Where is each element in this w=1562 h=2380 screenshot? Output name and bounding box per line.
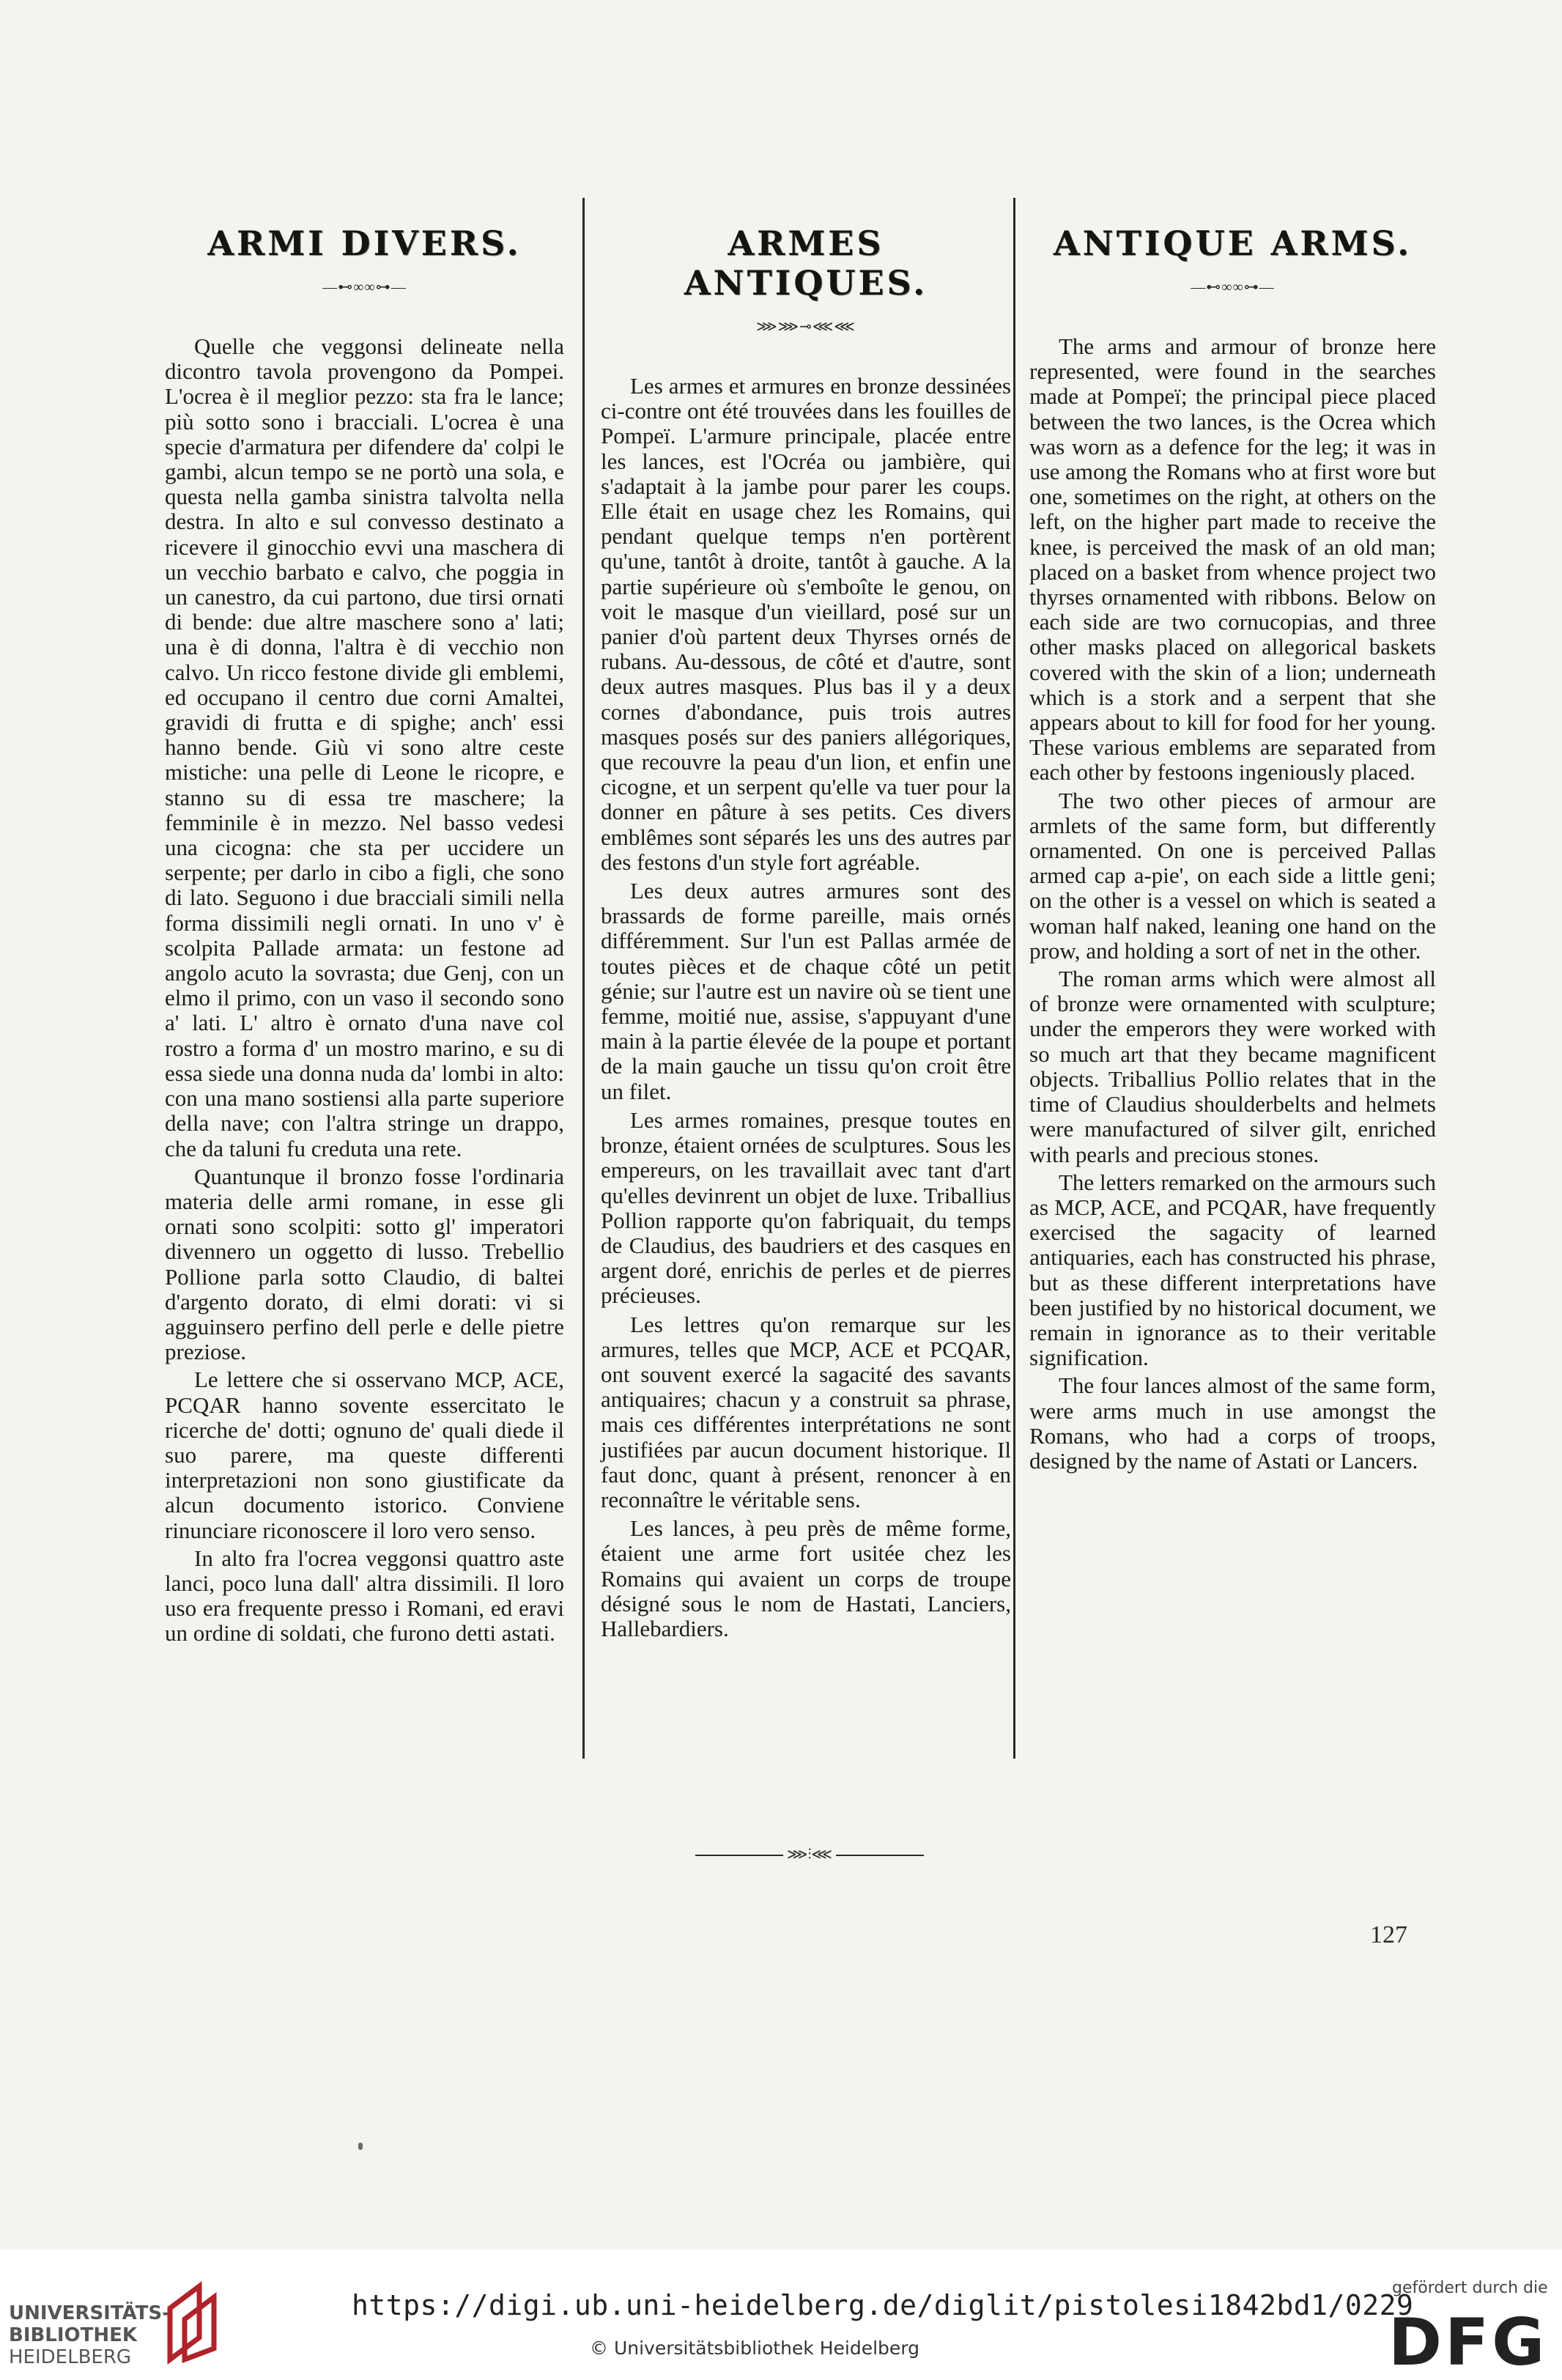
english-paragraph: The arms and armour of bronze here represented, were found in the searches made at Pompeï; the principal piece placed between the two lances, is the Ocrea which was worn as a defence for the leg; it was in use among the Romans who at first wore but one, sometimes on the right, at others on the left, on the higher part made to receive the knee, is perceived the mask of an old man; placed on a basket from whence project two thyrses ornamented with ribbons. Below on each side are two cornucopias, and three other masks placed on allegorical baskets covered with the skin of a lion; underneath which is a stork and a serpent that she appears about to kill for food for her young. These various emblems are separated from each other by festoons ingeniously placed. — [1029, 333, 1436, 786]
italian-paragraph: Quelle che veggonsi delineate nella dicontro tavola provengono da Pompei. L'ocrea è il meglior pezzo: sta fra le lance; più sotto sono i bracciali. L'ocrea è una specie d'armatura per difendere da' colpi le gambi, alcun tempo se ne portò una sola, e questa nella gamba sinistra talvolta nella destra. In alto e sul convesso destinato a ricevere il ginocchio evvi una maschera di un vecchio barbato e calvo, che poggia in un canestro, da cui partono, due tirsi ornati di bende: due altre maschere sono a' lati; una è di donna, l'altra è di vecchio non calvo. Un ricco festone divide gli emblemi, ed occupano il centro due corni Amaltei, gravidi di frutta e di spighe; anch' essi hanno bende. Giù vi sono altre ceste mistiche: una pelle di Leone le ricopre, e stanno su di essa tre maschere; la femminile è in mezzo. Nel basso vedesi una cicogna: che sta per uccidere un serpente; per darlo in cibo a figli, che sono di lato. Seguono i due bracciali simili nella forma dissimili negli ornati. In uno v' è scolpita Pallade armata: un festone ad angolo acuto la sovrasta; due Genj, con un elmo il primo, con un vaso il secondo sono a' lati. L' altro è ornato d'una nave col rostro a forma d' un mostro marino, e su di essa siede una donna nuda da' lombi in alto: con una mano sostiensi alla parte superiore della nave; con l'altra stringe un drappo, che da taluni fu creduta una rete. — [165, 333, 564, 1161]
library-name-line: UNIVERSITÄTS- — [9, 2302, 170, 2324]
italian-column — [165, 187, 564, 1647]
french-column — [601, 187, 1011, 1641]
copyright-notice: © Universitätsbibliothek Heidelberg — [590, 2338, 920, 2359]
library-name-line: HEIDELBERG — [9, 2346, 132, 2368]
french-paragraph: Les lances, à peu près de même forme, étaient une arme fort usitée chez les Romains qui avaient un corps de troupe désigné sous le nom de Hastati, Lanciers, Hallebardiers. — [601, 1515, 1011, 1641]
english-paragraph: The letters remarked on the armours such as MCP, ACE, and PCQAR, have frequently exercised the sagacity of learned antiquaries, each has constructed his phrase, but as these different interpretations have been justified by no historical document, we remain in ignorance as to their veritable signification. — [1029, 1169, 1436, 1371]
italian-heading: ARMI DIVERS. — [207, 223, 522, 263]
ornament-line — [695, 1855, 783, 1856]
french-heading: ARMES ANTIQUES. — [684, 223, 928, 303]
italian-paragraph: Quantunque il bronzo fosse l'ordinaria materia delle armi romane, in esse gli ornati sono scolpiti: sotto gl' imperatori divennero un oggetto di lusso. Trebellio Pollione parla sotto Claudio, di baltei d'argento dorato, di elmi dorati: vi si agguinsero perfino dell perle e delle pietre preziose. — [165, 1163, 564, 1365]
french-text — [601, 374, 1011, 1641]
italian-paragraph: In alto fra l'ocrea veggonsi quattro aste lanci, poco luna dall' altra dissimili. Il loro uso era frequente presso i Romani, ed eravi un ordine di soldati, che furono detti astati. — [165, 1545, 564, 1647]
funding-note: gefördert durch die — [1392, 2279, 1548, 2297]
english-text — [1029, 334, 1436, 1474]
french-paragraph: Les lettres qu'on remarque sur les armures, telles que MCP, ACE et PCQAR, ont souvent exercé la sagacité des savants antiquaires; chacun y a construit sa phrase, mais ces différentes interprétations ne sont justifiées par aucun document historique. Il faut donc, quant à présent, renoncer à en reconnaître le véritable sens. — [601, 1311, 1011, 1512]
french-paragraph: Les deux autres armures sont des brassards de forme pareille, mais ornés différemment. Sur l'un est Pallas armée de toutes pièces et de chaque côté un petit génie; sur l'autre est un navire où se tient une femme, moitié nue, assise, s'appuyant d'une main à la partie élevée de la poupe et portant de la main gauche un tissu qu'on croit être un filet. — [601, 878, 1011, 1104]
ornament-line — [836, 1855, 924, 1856]
ornament-center: ⋙⫶⋘ — [787, 1847, 832, 1863]
page-number: 127 — [1370, 1921, 1407, 1948]
heading-ornament: ⋙⋙⊸⋘⋘ — [756, 319, 856, 335]
column-divider — [582, 198, 585, 1759]
french-paragraph: Les armes et armures en bronze dessinées ci-contre ont été trouvées dans les fouilles de Pompeï. L'armure principale, placée entre les lances, est l'Ocréa ou jambière, qui s'adaptait à la jambe pour parer les coups. Elle était en usage chez les Romains, qui pendant quelque temps n'en portèrent qu'une, tantôt à droite, tantôt à gauche. A la partie supérieure où s'emboîte le genou, on voit le masque d'un vieillard, posé sur un panier d'où partent deux Thyrses ornés de rubans. Au-dessous, de côté et d'autre, sont deux autres masques. Plus bas il y a deux cornes d'abondance, puis trois autres masques posés sur des paniers allégoriques, que recouvre la peau d'un lion, et enfin une cicogne, et un serpent qu'elle va tuer pour la donner en pâture à ses petits. Ces divers emblêmes sont séparés les uns des autres par des festons d'un style fort agréable. — [601, 373, 1011, 875]
library-name — [9, 2302, 170, 2368]
column-divider — [1013, 198, 1015, 1759]
french-paragraph: Les armes romaines, presque toutes en bronze, étaient ornées de sculptures. Sous les empereurs, on les travaillait avec tant d'art qu'elles devinrent un objet de luxe. Triballius Pollion rapporte qu'on fabriquait, du temps de Claudius, des baudriers et des casques en argent doré, enrichis de perles et de pierres précieuses. — [601, 1106, 1011, 1309]
italian-paragraph: Le lettere che si osservano MCP, ACE, PCQAR hanno sovente essercitato le ricerche de' dotti; ognuno de' quali diede il suo parere, ma queste differenti interpretazioni non sono giustificate da alcun documento istorico. Conviene rinunciare riconoscere il loro vero senso. — [165, 1367, 564, 1543]
permalink-url[interactable]: https://digi.ub.uni-heidelberg.de/diglit/pistolesi1842bd1/0229 — [352, 2289, 1414, 2321]
paper-speck — [358, 2143, 363, 2150]
english-paragraph: The four lances almost of the same form, were arms much in use amongst the Romans, who had a corps of troops, designed by the name of Astati or Lancers. — [1029, 1372, 1436, 1474]
english-column — [1029, 187, 1436, 1474]
english-paragraph: The two other pieces of armour are armlets of the same form, but differently ornamented. On one is perceived Pallas armed cap a-pie', on each side a little geni; on the other is a vessel on which is seated a woman half naked, leaning one hand on the prow, and holding a sort of net in the other. — [1029, 787, 1436, 964]
heading-ornament: —⊷∞∞⊶— — [322, 279, 407, 295]
library-logo-icon — [155, 2279, 243, 2367]
heading-ornament: —⊷∞∞⊶— — [1191, 279, 1275, 295]
library-name-line: BIBLIOTHEK — [9, 2324, 138, 2346]
closing-ornament — [667, 1845, 952, 1863]
dfg-logo: DFG — [1388, 2305, 1548, 2380]
italian-text — [165, 334, 564, 1647]
english-heading: ANTIQUE ARMS. — [1053, 223, 1413, 263]
english-paragraph: The roman arms which were almost all of bronze were ornamented with sculpture; under the emperors they were worked with so much art that they became magnificent objects. Triballius Pollio relates that in the time of Claudius shoulderbelts and helmets were manufactured of silver gilt, enriched with pearls and precious stones. — [1029, 966, 1436, 1167]
